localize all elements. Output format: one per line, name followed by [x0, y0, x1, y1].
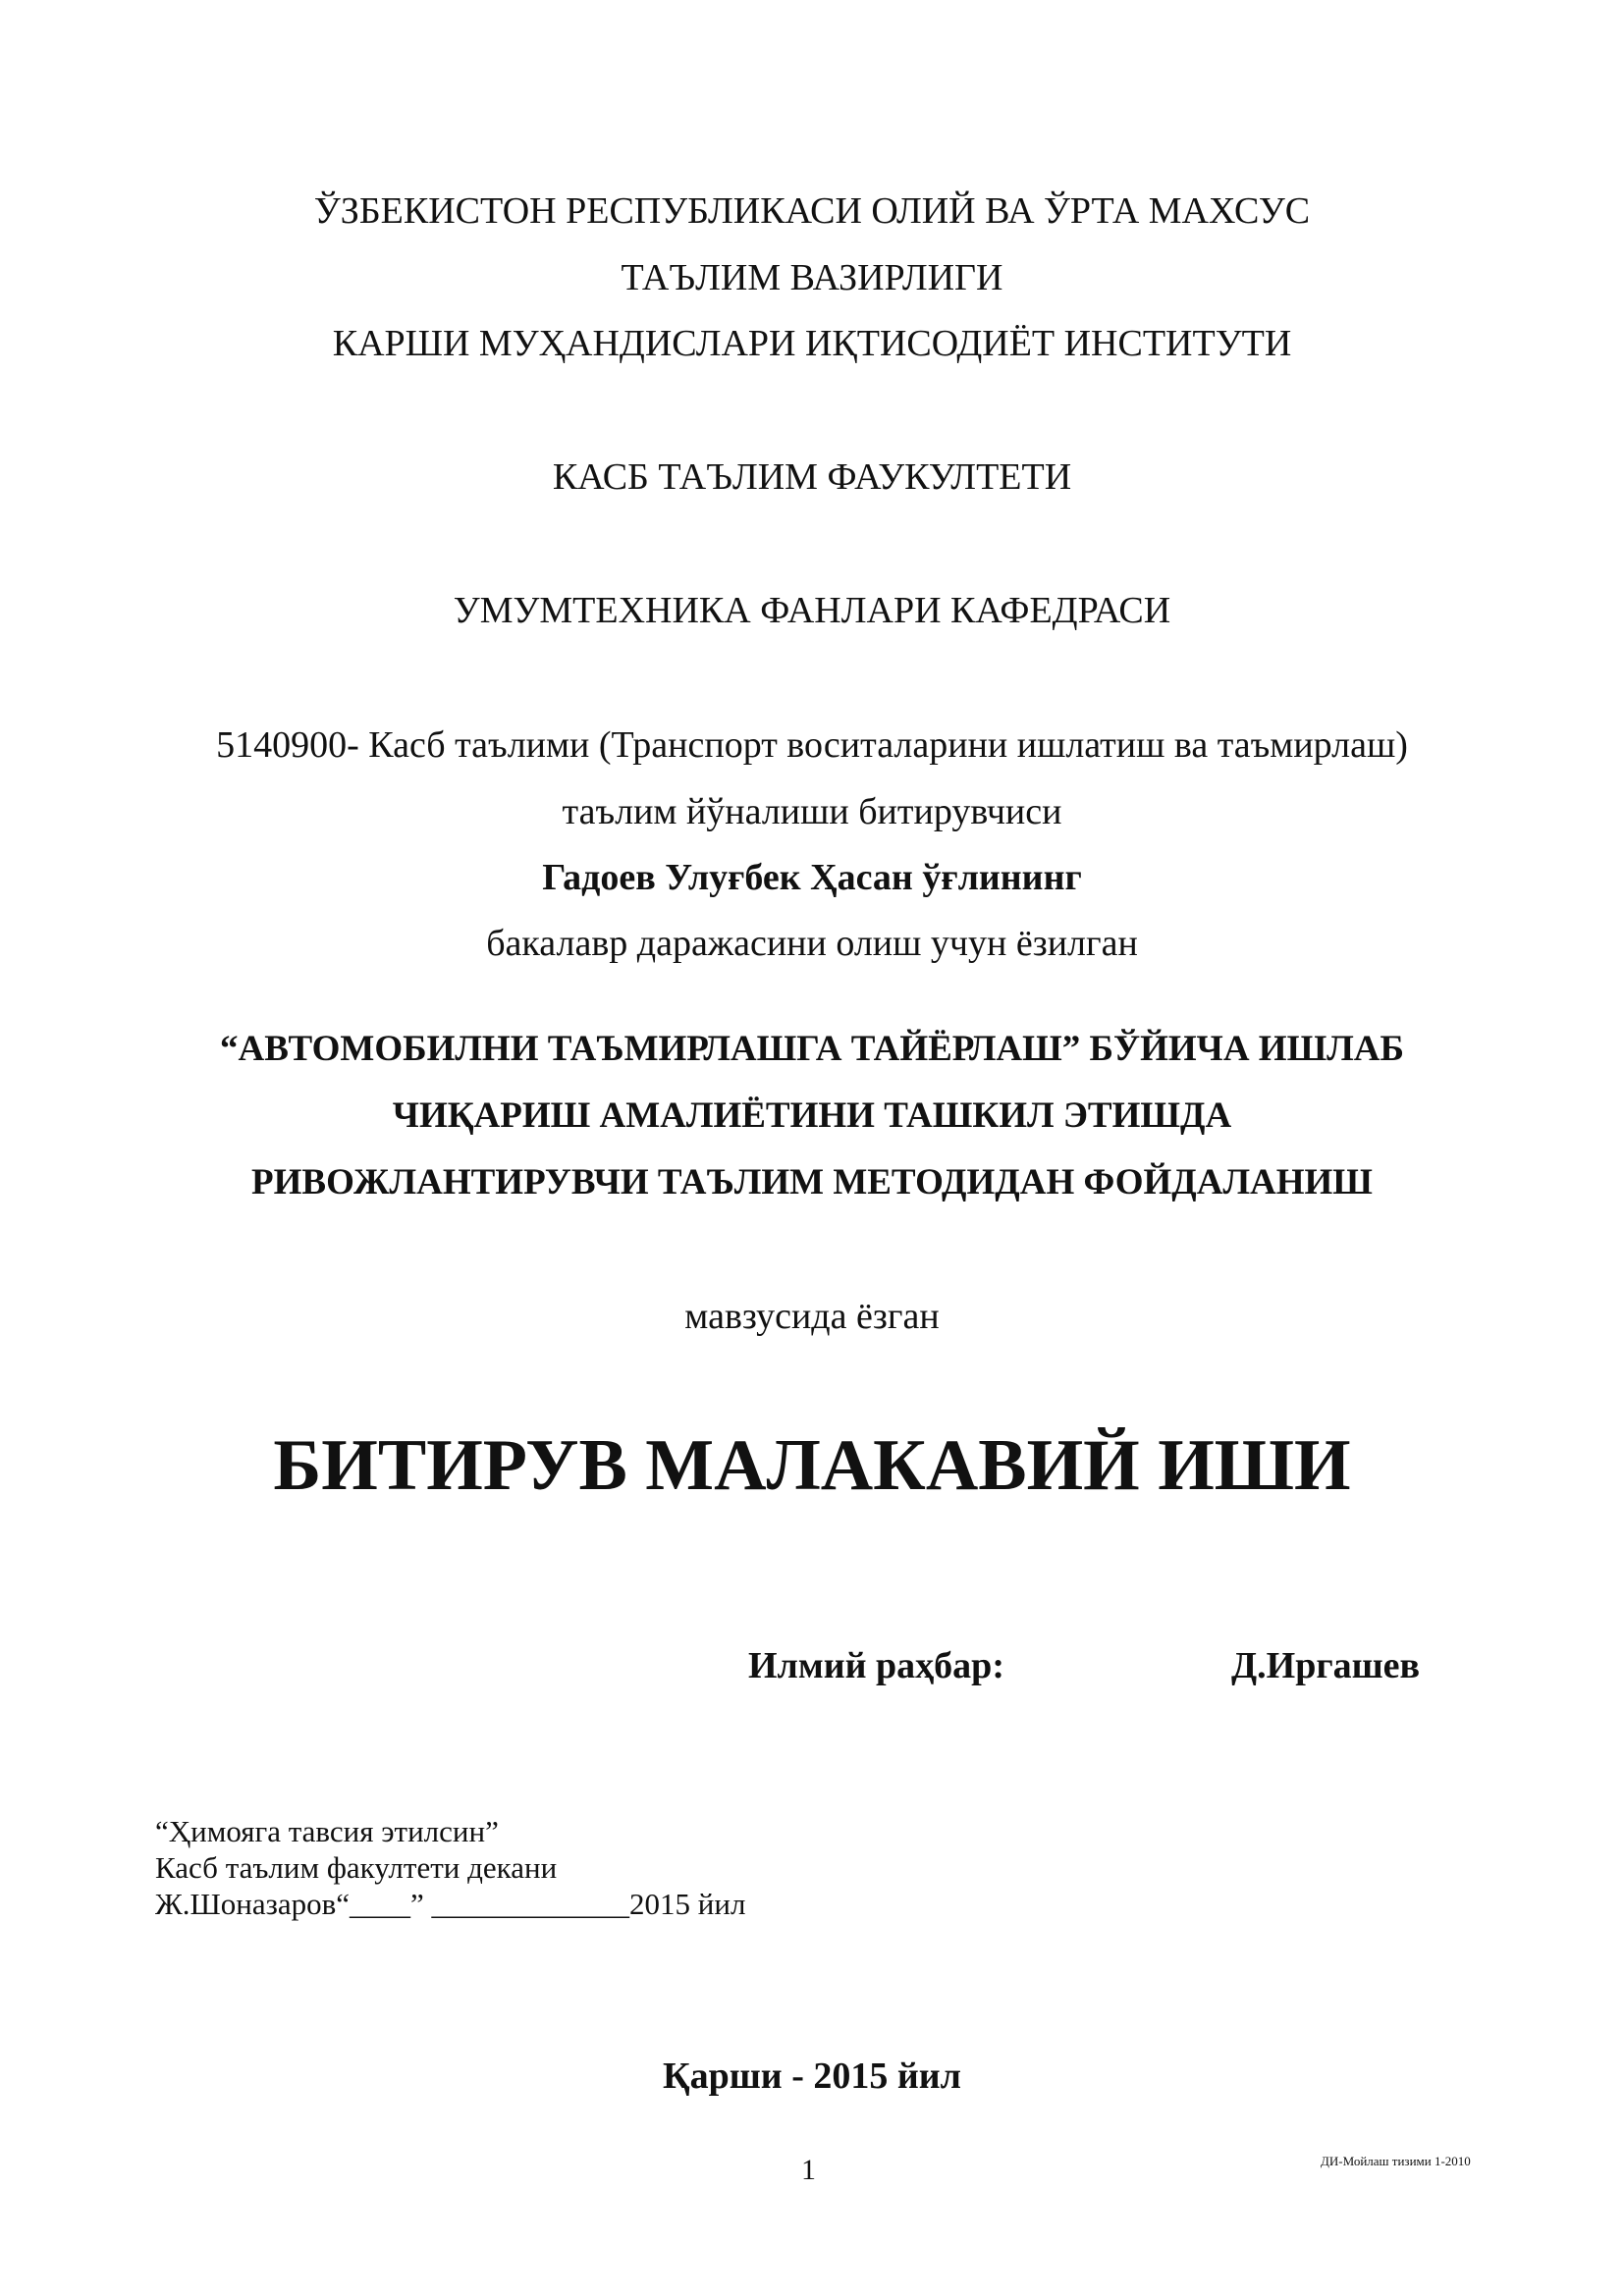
ministry-line-2: ТАЪЛИМ ВАЗИРЛИГИ: [621, 257, 1003, 298]
department-name: УМУМТЕХНИКА ФАНЛАРИ КАФЕДРАСИ: [453, 590, 1171, 631]
work-title: БИТИРУВ МАЛАКАВИЙ ИШИ: [273, 1425, 1351, 1506]
ministry-line-1: ЎЗБЕКИСТОН РЕСПУБЛИКАСИ ОЛИЙ ВА ЎРТА МАХСУС: [313, 190, 1311, 232]
topic-line-2: ЧИҚАРИШ АМАЛИЁТИНИ ТАШКИЛ ЭТИШДА: [392, 1095, 1232, 1136]
recommendation-line-2: Касб таълим факултети декани: [155, 1850, 558, 1885]
place-year: Қарши - 2015 йил: [663, 2056, 961, 2097]
recommendation-line-1: “Ҳимояга тавсия этилсин”: [155, 1814, 499, 1848]
supervisor-name: Д.Иргашев: [1231, 1645, 1421, 1686]
faculty-name: КАСБ ТАЪЛИМ ФАУКУЛТЕТИ: [552, 456, 1072, 498]
program-line-2: таълим йўналиши битирувчиси: [562, 791, 1062, 832]
written-on-topic: мавзусида ёзган: [684, 1296, 940, 1337]
topic-line-1: “АВТОМОБИЛНИ ТАЪМИРЛАШГА ТАЙЁРЛАШ” БЎЙИЧА ИШЛАБ: [220, 1029, 1404, 1069]
page-number: 1: [801, 2154, 816, 2186]
student-name: Гадоев Улуғбек Ҳасан ўғлининг: [542, 857, 1082, 898]
footer-code: ДИ-Мойлаш тизими 1-2010: [1321, 2154, 1471, 2168]
recommendation-line-3: Ж.Шоназаров“____” _____________2015 йил: [155, 1887, 746, 1921]
program-line-1: 5140900- Касб таълими (Транспорт воситаларини ишлатиш ва таъмирлаш): [216, 724, 1408, 766]
program-line-3: бакалавр даражасини олиш учун ёзилган: [486, 923, 1138, 964]
institute-name: КАРШИ МУҲАНДИСЛАРИ ИҚТИСОДИЁТ ИНСТИТУТИ: [332, 323, 1292, 364]
topic-line-3: РИВОЖЛАНТИРУВЧИ ТАЪЛИМ МЕТОДИДАН ФОЙДАЛАНИШ: [251, 1162, 1373, 1202]
supervisor-label: Илмий раҳбар:: [748, 1645, 1004, 1686]
